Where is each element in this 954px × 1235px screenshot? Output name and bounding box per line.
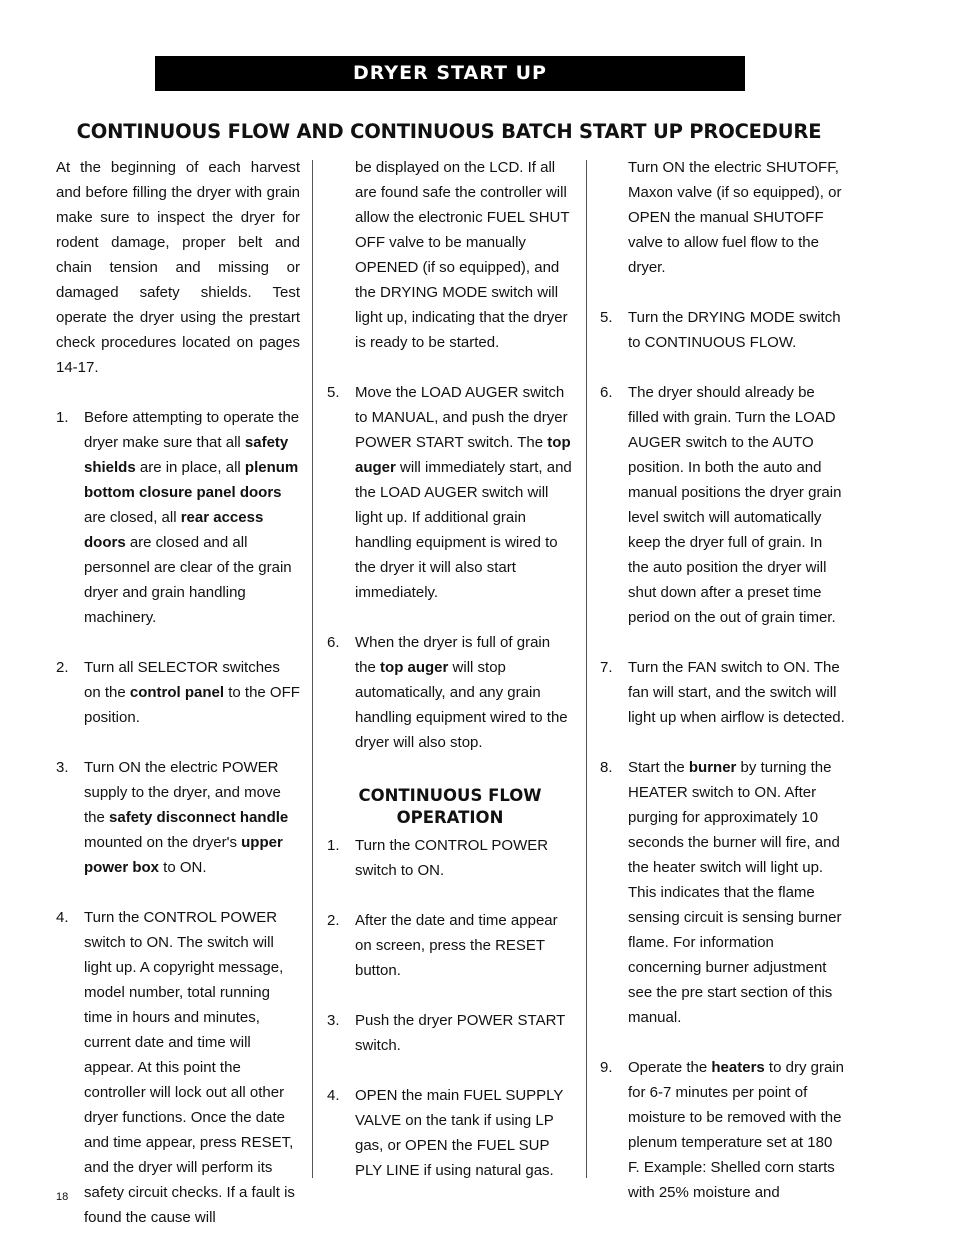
item-text: be displayed on the LCD. If all are found safe the controller will allow the electronic FUEL SHUT OFF valve to be manually OPENED (if so equipped), and the DRYING MODE switch will light up, indicating that the dryer is ready to be started.: [355, 159, 570, 351]
subheading: CONTINUOUS FLOW OPERATION: [358, 786, 542, 827]
intro-paragraph: At the beginning of each harvest and before filling the dryer with grain make sure to inspect the dryer for rodent damage, proper belt and chain tension and missing or damaged safety shields. Test operate the dryer using the prestart check procedures located on pages 14-17.: [56, 159, 300, 376]
item-text: Turn ON the electric POWER supply to the dryer, and move the safety disconnect handle mounted on the dryer's upper power box to ON.: [84, 759, 289, 876]
column-divider: [312, 160, 313, 1178]
list-item: [56, 405, 300, 630]
column-2: [327, 155, 573, 1183]
banner-title: DRYER START UP: [353, 62, 547, 84]
list-item: [56, 905, 300, 1230]
item-text: Move the LOAD AUGER switch to MANUAL, and push the dryer POWER START switch. The top auger will immediately start, and the LOAD AUGER switch will light up. If additional grain handling equipment is wired to the dryer it will also start immediately.: [355, 384, 572, 601]
list-item: [600, 755, 845, 1030]
item-text: Before attempting to operate the dryer make sure that all safety shields are in place, all plenum bottom closure panel doors are closed, all rear access doors are closed and all personnel are clear of the grain dryer and grain handling machinery.: [84, 409, 300, 626]
list-item: [600, 655, 845, 730]
item-text: Turn the CONTROL POWER switch to ON. The switch will light up. A copyright message, model number, total running time in hours and minutes, current date and time will appear. At this point the controller will lock out all other dryer functions. Once the date and time appear, press RESET, and the dryer will perform its safety circuit checks. If a fault is found the cause will: [84, 909, 295, 1226]
item-number: 7.: [600, 659, 613, 676]
page-number: 18: [56, 1191, 69, 1203]
item-number: 4.: [56, 909, 69, 926]
item-text: The dryer should already be filled with grain. Turn the LOAD AUGER switch to the AUTO position. In both the auto and manual positions the dryer grain level switch will automatically keep the dryer full of grain. In the auto position the dryer will shut down after a preset time period on the out of grain timer.: [628, 384, 842, 626]
item-text: Turn the CONTROL POWER switch to ON.: [355, 837, 549, 879]
section-banner: [155, 56, 745, 91]
list-item: [600, 380, 845, 630]
item-number: 6.: [327, 634, 340, 651]
list-item: [327, 380, 573, 605]
item-number: 2.: [56, 659, 69, 676]
item-number: 1.: [327, 837, 340, 854]
list-item: [600, 1055, 845, 1205]
item-text: OPEN the main FUEL SUPPLY VALVE on the tank if using LP gas, or OPEN the FUEL SUP PLY LINE if using natural gas.: [355, 1087, 564, 1179]
item-text: Push the dryer POWER START switch.: [355, 1012, 566, 1054]
list-item-continued: [600, 155, 845, 280]
item-text: Turn ON the electric SHUTOFF, Maxon valve (if so equipped), or OPEN the manual SHUTOFF valve to allow fuel flow to the dryer.: [628, 159, 842, 276]
item-number: 8.: [600, 759, 613, 776]
item-number: 1.: [56, 409, 69, 426]
item-text: Turn the FAN switch to ON. The fan will start, and the switch will light up when airflow is detected.: [628, 659, 845, 726]
item-text: Turn the DRYING MODE switch to CONTINUOUS FLOW.: [628, 309, 841, 351]
item-number: 3.: [56, 759, 69, 776]
list-item: [327, 630, 573, 755]
list-item-continued: [327, 155, 573, 355]
item-number: 9.: [600, 1059, 613, 1076]
item-number: 3.: [327, 1012, 340, 1029]
item-text: When the dryer is full of grain the top auger will stop automatically, and any grain handling equipment wired to the dryer will also stop.: [355, 634, 568, 751]
item-text: Start the burner by turning the HEATER switch to ON. After purging for approximately 10 seconds the burner will fire, and the heater switch will light up. This indicates that the flame sensing circuit is sensing burner flame. For information concerning burner adjustment see the pre start section of this manual.: [628, 759, 842, 1026]
list-item: [327, 833, 573, 883]
list-item: [327, 1008, 573, 1058]
item-text: Turn all SELECTOR switches on the control panel to the OFF position.: [84, 659, 300, 726]
page-heading: CONTINUOUS FLOW AND CONTINUOUS BATCH START UP PROCEDURE: [76, 120, 822, 143]
item-number: 5.: [600, 309, 613, 326]
item-number: 4.: [327, 1087, 340, 1104]
column-1: [56, 155, 300, 1230]
item-number: 6.: [600, 384, 613, 401]
column-divider: [586, 160, 587, 1178]
list-item: [600, 305, 845, 355]
list-item: [327, 1083, 573, 1183]
item-number: 2.: [327, 912, 340, 929]
list-item: [327, 908, 573, 983]
list-item: [56, 655, 300, 730]
item-text: Operate the heaters to dry grain for 6-7 minutes per point of moisture to be removed with the plenum temperature set at 180 F. Example: Shelled corn starts with 25% moisture and: [628, 1059, 844, 1201]
list-item: [56, 755, 300, 880]
column-3: [600, 155, 845, 1205]
item-text: After the date and time appear on screen, press the RESET button.: [355, 912, 558, 979]
item-number: 5.: [327, 384, 340, 401]
